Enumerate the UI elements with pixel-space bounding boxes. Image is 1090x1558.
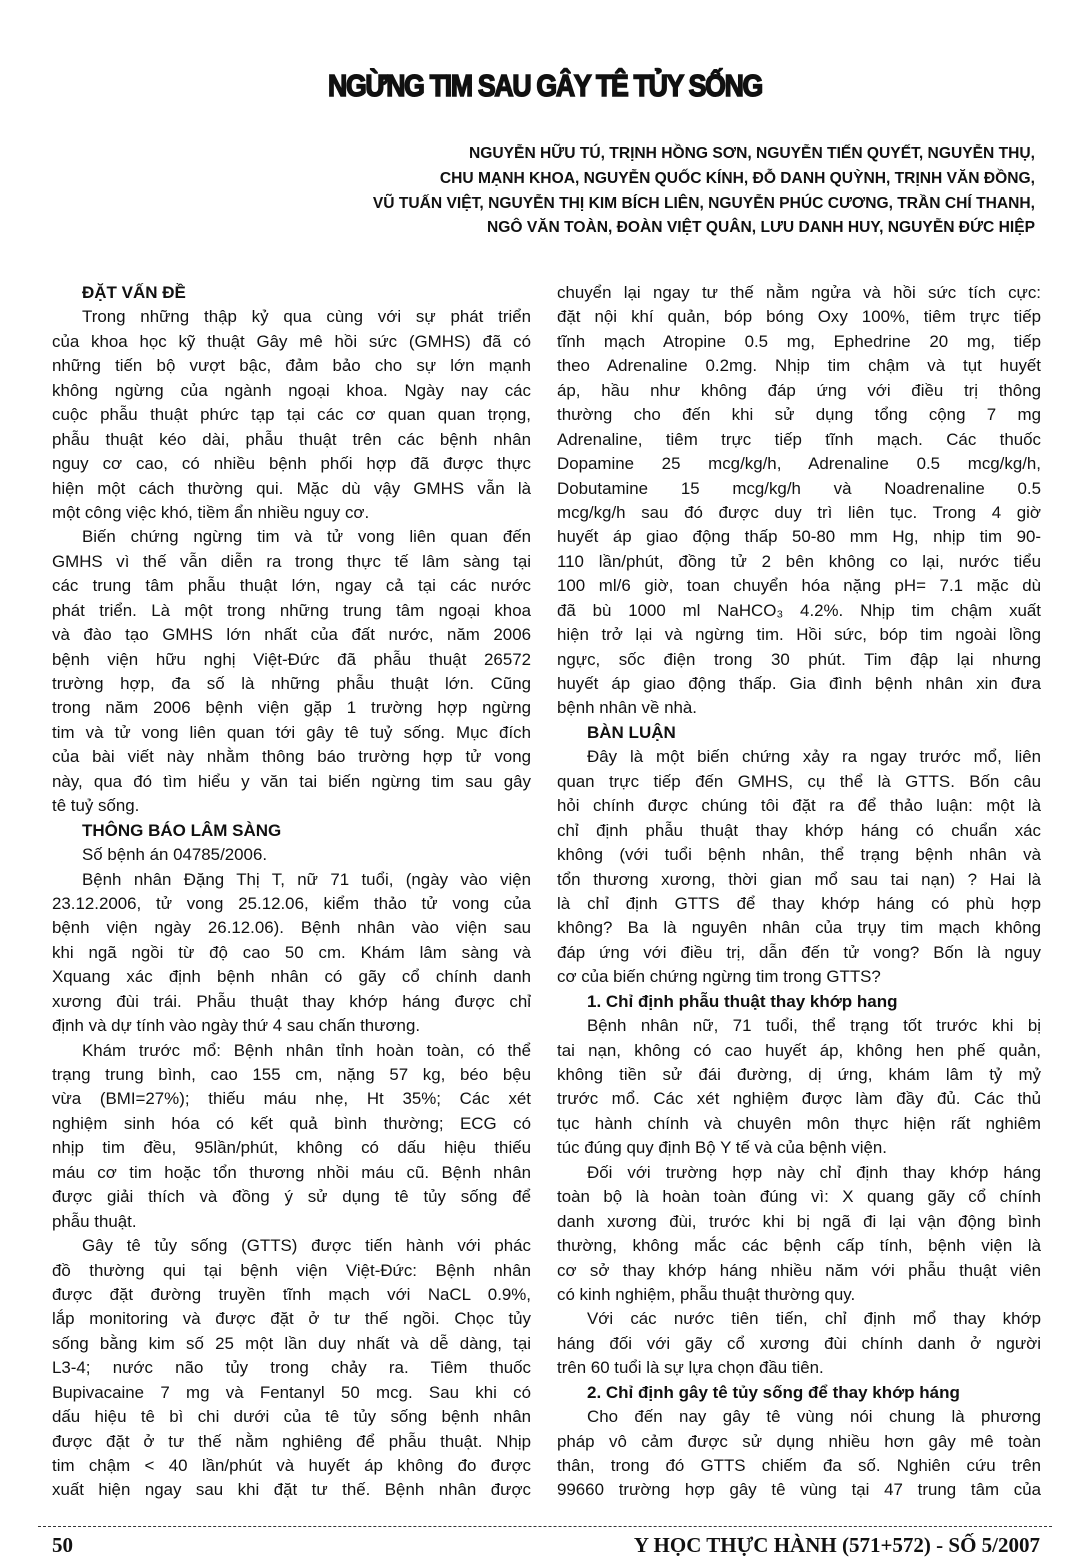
text-line: hiện một cách thường qui. Mặc dù vậy GMHS vẫn là <box>52 478 531 498</box>
text-line: một công việc khó, tiềm ẩn nhiều nguy cơ. <box>52 502 370 522</box>
text-line: Bệnh nhân Đặng Thị T, nữ 71 tuổi, (ngày vào viện <box>82 869 531 889</box>
paragraph <box>52 1039 531 1235</box>
text-line: không (với tuổi bệnh nhân, thể trạng bệnh nhân và <box>557 845 1041 865</box>
paragraph <box>52 525 531 818</box>
text-line: danh xương đùi, trước khi bị ngã đi lại vận động bình <box>557 1211 1041 1231</box>
text-line: khi ngã ngồi từ độ cao 50 cm. Khám lâm sàng và <box>52 942 531 962</box>
text-line: xương đùi trái. Phẫu thuật thay khớp háng được chỉ <box>52 991 531 1011</box>
text-line: bệnh nhân về nhà. <box>557 698 697 718</box>
text-line: đáp ứng với điều trị, dẫn đến tử vong? Bốn là nguy <box>557 942 1041 962</box>
text-line: pháp vô cảm được sử dụng nhiều hơn gây mê toàn <box>557 1431 1041 1451</box>
paragraph <box>557 745 1041 989</box>
text-line: này, qua đó tìm hiểu y văn tai biến ngừng tim sau gây <box>52 771 531 791</box>
text-line: Biến chứng ngừng tim và tử vong liên quan đến <box>82 527 531 547</box>
journal-issue: Y HỌC THỰC HÀNH (571+572) - SỐ 5/2007 <box>633 1533 1040 1557</box>
author-line: VŨ TUẤN VIỆT, NGUYỄN THỊ KIM BÍCH LIÊN, NGUYỄN PHÚC CƯƠNG, TRẦN CHÍ THANH, <box>372 194 1035 212</box>
text-line: 100 ml/6 giờ, toan chuyển hóa nặng pH= 7.1 mặc dù <box>557 576 1041 596</box>
text-line: và đào tạo GMHS lớn nhất của đất nước, năm 2006 <box>52 625 531 645</box>
paragraph <box>52 843 531 867</box>
text-line: được giải thích và đồng ý sử dụng tê tủy sống để <box>52 1187 531 1207</box>
text-line: toàn bộ là hoàn toàn đúng vì: X quang gãy cổ chính <box>557 1187 1041 1207</box>
paragraph <box>52 868 531 1039</box>
section-heading: BÀN LUẬN <box>587 722 676 742</box>
author-line: NGÔ VĂN TOÀN, ĐOÀN VIỆT QUÂN, LƯU DANH HUY, NGUYỄN ĐỨC HIỆP <box>486 219 1035 237</box>
text-line: Đây là một biến chứng xảy ra ngay trước mổ, liên <box>587 747 1041 767</box>
footer-divider <box>38 1526 1052 1527</box>
text-line: túc đúng quy định Bộ Y tế và của bệnh viện. <box>557 1138 887 1158</box>
text-line: trong năm 2006 bệnh viện gặp 1 trường hợp ngừng <box>52 698 531 718</box>
text-line: máu cơ tim hoặc tổn thương nhồi máu cũ. Bệnh nhân <box>52 1162 531 1182</box>
text-line: cơ sở thay khớp háng nhiều năm với phẫu thuật viên <box>557 1260 1041 1280</box>
text-line: tĩnh mạch Atropine 0.5 mg, Ephedrine 20 mg, tiếp <box>557 331 1041 351</box>
paragraph <box>52 305 531 525</box>
text-line: Xquang xác định bệnh nhân có gãy cổ chính danh <box>52 967 531 987</box>
text-line: đặt nội khí quản, bóp bóng Oxy 100%, tiêm trực tiếp <box>557 307 1041 327</box>
text-line: vừa (BMI=27%); thiếu máu nhẹ, Ht 35%; Các xét <box>52 1089 531 1109</box>
text-line: cuộc phẫu thuật phức tạp tại các cơ quan quan trọng, <box>52 405 531 425</box>
text-line: Dopamine 25 mcg/kg/h, Adrenaline 0.5 mcg/kg/h, <box>557 454 1041 474</box>
text-line: Gây tê tủy sống (GTTS) được tiến hành với phác <box>82 1236 531 1256</box>
text-line: huyết áp giao động thấp 50-80 mm Hg, nhịp tim 90- <box>557 527 1041 547</box>
text-line: được đặt đường truyền tĩnh mạch với NaCL 0.9%, <box>52 1284 531 1304</box>
text-line: dấu hiệu tê bì chi dưới của tê tủy sống bệnh nhân <box>52 1407 531 1427</box>
text-line: tai nạn, không có cao huyết áp, không hen phế quản, <box>557 1040 1041 1060</box>
text-line: 23.12.2006, tử vong 25.12.06, kiểm thảo tử vong của <box>52 893 531 913</box>
text-line: của bài viết này nhằm thông báo trường hợp tử vong <box>52 747 531 767</box>
paragraph <box>557 281 1041 721</box>
text-line: những tiến bộ vượt bậc, đảm bảo cho sự lớn mạnh <box>52 356 531 376</box>
text-line: Với các nước tiên tiến, chỉ định mổ thay khớp <box>587 1309 1041 1329</box>
text-line: tim chậm < 40 lần/phút và huyết áp không đo được <box>52 1456 531 1475</box>
text-line: chuyển lại ngay tư thế nằm ngửa và hồi sức tích cực: <box>557 283 1041 302</box>
text-line: Đối với trường hợp này chỉ định thay khớp háng <box>587 1162 1041 1182</box>
text-line: trước mổ. Các xét nghiệm được làm đầy đủ. Các thủ <box>557 1089 1041 1109</box>
text-line: L3-4; nước não tủy trong chảy ra. Tiêm thuốc <box>52 1358 531 1378</box>
text-line: không? Ba là nguyên nhân của trụy tim mạch không <box>557 918 1041 938</box>
author-list <box>373 142 1035 241</box>
text-line: thường cho đến khi sử dụng tổng cộng 7 mg <box>557 405 1041 425</box>
text-line: là chỉ định GTTS để thay khớp háng có phù hợp <box>557 893 1041 913</box>
text-line: nhịp tim đều, 95lần/phút, không có dấu hiệu thiếu <box>52 1138 531 1158</box>
paragraph <box>52 1234 531 1503</box>
text-line: nghiệm sinh hóa có kết quả bình thường; ECG có <box>52 1113 531 1133</box>
text-line: bệnh viện ngày 26.12.06). Bệnh nhân vào viện sau <box>52 918 531 938</box>
text-line: theo Adrenaline 0.2mg. Nhịp tim chậm và tụt huyết <box>557 356 1041 376</box>
text-line: tục hành chính và chuyên môn thực hiện rất nghiêm <box>557 1113 1041 1133</box>
text-line: phẫu thuật kéo dài, phẫu thuật trên các bệnh nhân <box>52 429 531 449</box>
text-line: ngực, sốc điện trong 30 phút. Tim đập lại nhưng <box>557 649 1041 669</box>
text-line: đã bù 1000 ml NaHCO₃ 4.2%. Nhịp tim chậm xuất <box>557 600 1041 620</box>
text-line: háng đối với gãy cổ xương đùi chính danh ở người <box>557 1333 1041 1353</box>
text-line: không tiền sử đái đường, dị ứng, khám lâm tỷ mỷ <box>557 1065 1041 1084</box>
section-heading: 2. Chỉ định gây tê tủy sống để thay khớp háng <box>587 1382 960 1402</box>
text-line: Số bệnh án 04785/2006. <box>82 845 268 865</box>
text-line: 110 lần/phút, đồng tử 2 bên không co lại, nước tiểu <box>557 551 1041 571</box>
text-line: không ngừng của ngành ngoại khoa. Ngày nay các <box>52 380 531 400</box>
text-line: Bupivacaine 7 mg và Fentanyl 50 mcg. Sau khi có <box>52 1382 531 1402</box>
author-line: NGUYỄN HỮU TÚ, TRỊNH HỒNG SƠN, NGUYỄN TIẾN QUYẾT, NGUYỄN THỤ, <box>469 145 1035 162</box>
text-line: quan trực tiếp đến GMHS, cụ thể là GTTS. Bốn câu <box>557 771 1041 791</box>
text-line: của khoa học kỹ thuật Gây mê hồi sức (GMHS) đã có <box>52 331 531 351</box>
text-line: phát triển. Là một trong những trung tâm ngoại khoa <box>52 600 531 620</box>
text-line: thường, không mắc các bệnh cấp tính, bệnh viện là <box>557 1236 1041 1256</box>
text-line: lắp monitoring và được đặt ở tư thế ngồi. Chọc tủy <box>52 1309 531 1329</box>
text-line: đồ thường qui tại bệnh viện Việt-Đức: Bệnh nhân <box>52 1260 531 1280</box>
text-line: chỉ định phẫu thuật thay khớp háng có chuẩn xác <box>557 820 1041 840</box>
text-line: có kinh nghiệm, phẫu thuật thường quy. <box>557 1284 856 1304</box>
text-line: 99660 trường hợp gây tê vùng tại 47 trung tâm của <box>557 1480 1041 1500</box>
article-title: NGỪNG TIM SAU GÂY TÊ TỦY SỐNG <box>327 68 763 103</box>
paragraph <box>557 1014 1041 1161</box>
text-line: GMHS vì thế vẫn diễn ra trong thực tế lâm sàng tại <box>52 551 531 571</box>
left-column <box>52 281 531 1503</box>
text-line: mcg/kg/h sau đó được duy trì liên tục. Trong 4 giờ <box>557 502 1041 522</box>
text-line: nguy cơ cao, có nhiều bệnh phối hợp đã được thực <box>52 454 531 474</box>
text-line: Trong những thập kỷ qua cùng với sự phát triển <box>82 307 531 327</box>
text-line: huyết áp giao động thấp. Gia đình bệnh nhân xin đưa <box>557 674 1041 693</box>
text-line: trên 60 tuổi là sự lựa chọn đầu tiên. <box>557 1358 824 1378</box>
text-line: tê tuỷ sống. <box>52 796 140 816</box>
text-line: các trung tâm phẫu thuật lớn, ngay cả tại các nước <box>52 576 531 596</box>
text-line: hỏi chính được chúng tôi đặt ra để thảo luận: một là <box>557 796 1041 816</box>
author-line: CHU MẠNH KHOA, NGUYỄN QUỐC KÍNH, ĐỖ DANH QUỲNH, TRỊNH VĂN ĐỒNG, <box>439 169 1035 187</box>
text-line: bệnh viện hữu nghị Việt-Đức đã phẫu thuật 26572 <box>52 649 531 669</box>
text-line: Cho đến nay gây tê vùng nói chung là phương <box>587 1407 1041 1427</box>
right-column <box>557 281 1041 1503</box>
paragraph <box>557 1161 1041 1308</box>
text-line: áp, hầu như không đáp ứng với điều trị thông <box>557 380 1041 400</box>
text-line: trạng trung bình, cao 155 cm, nặng 57 kg, béo bệu <box>52 1065 531 1084</box>
text-line: xuất hiện ngay sau khi đặt tư thế. Bệnh nhân được <box>52 1480 531 1500</box>
text-line: cơ của biến chứng ngừng tim trong GTTS? <box>557 967 881 987</box>
text-line: tim và tử vong liên quan tới gây tê tuỷ sống. Mục đích <box>52 722 531 742</box>
text-line: được đặt ở tư thế nằm nghiêng để phẫu thuật. Nhịp <box>52 1431 531 1451</box>
text-line: Dobutamine 15 mcg/kg/h và Noadrenaline 0.5 <box>557 478 1041 498</box>
page-number: 50 <box>52 1533 73 1557</box>
section-heading: ĐẶT VẤN ĐỀ <box>82 283 186 302</box>
text-line: Khám trước mổ: Bệnh nhân tỉnh hoàn toàn, có thể <box>82 1040 531 1060</box>
text-line: sống bằng kim số 25 một lần duy nhất và dễ dàng, tại <box>52 1333 531 1353</box>
text-line: thân, trong đó GTTS chiếm đa số. Nghiên cứu trên <box>557 1456 1041 1475</box>
text-line: Adrenaline, tiêm trực tiếp tĩnh mạch. Các thuốc <box>557 429 1041 449</box>
paragraph <box>557 1307 1041 1380</box>
text-line: định và dự tính vào ngày thứ 4 sau chấn thương. <box>52 1016 421 1036</box>
text-line: phẫu thuật. <box>52 1211 137 1231</box>
text-line: trường hợp, đa số là những phẫu thuật lớn. Cũng <box>52 674 531 693</box>
text-line: Bệnh nhân nữ, 71 tuổi, thể trạng tốt trước khi bị <box>587 1016 1041 1036</box>
paragraph <box>557 1405 1041 1503</box>
section-heading: 1. Chỉ định phẫu thuật thay khớp hang <box>587 991 898 1011</box>
section-heading: THÔNG BÁO LÂM SÀNG <box>82 820 282 840</box>
text-line: hiện trở lại và ngừng tim. Hồi sức, bóp tim ngoài lồng <box>557 625 1041 645</box>
text-line: tổn thương xương, thời gian mổ sau tai nạn) ? Hai là <box>557 869 1041 889</box>
